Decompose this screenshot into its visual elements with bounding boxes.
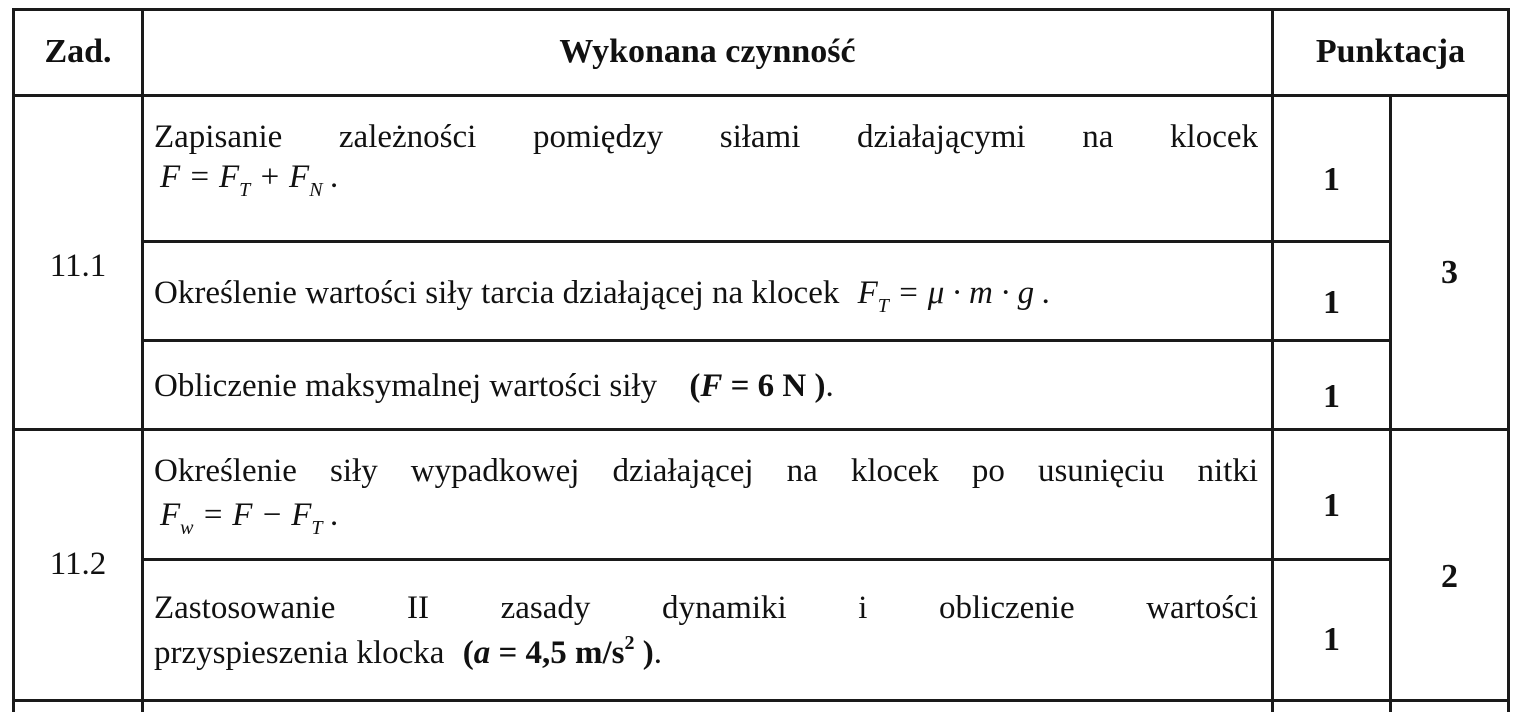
step-formula: $F_T = \mu \cdot m \cdot g$ . bbox=[857, 275, 1051, 317]
step-description bbox=[154, 452, 1258, 540]
step-points: 1 bbox=[1323, 487, 1340, 524]
step-points: 1 bbox=[1323, 161, 1340, 198]
row-divider bbox=[142, 339, 1390, 342]
header-activity: Wykonana czynność bbox=[559, 33, 856, 71]
column-divider bbox=[1271, 8, 1274, 712]
task-number: 11.2 bbox=[49, 546, 107, 582]
column-divider bbox=[141, 8, 144, 712]
step-description bbox=[154, 118, 1258, 202]
header-task: Zad. bbox=[44, 33, 112, 71]
formula-text: $F_w = F - F_T$ . bbox=[160, 497, 340, 539]
header-divider bbox=[12, 94, 1510, 97]
step-text: Określenie wartości siły tarcia działającej na klocek bbox=[154, 275, 840, 311]
task-total-points: 3 bbox=[1441, 254, 1458, 291]
row-divider bbox=[142, 240, 1390, 243]
step-text: Zapisanie zależności pomiędzy siłami działającymi na klocek bbox=[154, 119, 1258, 155]
formula-text: $F = F_T + F_N$ . bbox=[160, 159, 340, 201]
step-description bbox=[154, 367, 1258, 407]
step-points: 1 bbox=[1323, 621, 1340, 658]
step-points: 1 bbox=[1323, 378, 1340, 415]
step-description bbox=[154, 589, 1258, 674]
step-points: 1 bbox=[1323, 284, 1340, 321]
step-result: (a = 4,5 $m/s^2$ ). bbox=[462, 632, 663, 671]
header-score: Punktacja bbox=[1315, 33, 1466, 71]
task-total-points: 2 bbox=[1441, 558, 1458, 595]
step-text: Obliczenie maksymalnej wartości siły bbox=[154, 368, 658, 404]
step-description bbox=[154, 274, 1258, 318]
step-result: (F = 6 N ). bbox=[689, 368, 834, 404]
task-number: 11.1 bbox=[49, 248, 107, 284]
table-border-right bbox=[1507, 8, 1510, 712]
step-text-line2: przyspieszenia klocka (a = 4,5 $m/s^2$ ). bbox=[154, 632, 663, 671]
step-text: Zastosowanie II zasady dynamiki i obliczenie wartości bbox=[154, 590, 1258, 626]
row-divider bbox=[142, 558, 1390, 561]
section-divider bbox=[12, 428, 1510, 431]
step-text: Określenie siły wypadkowej działającej na klocek po usunięciu nitki bbox=[154, 453, 1258, 489]
section-divider bbox=[12, 699, 1510, 702]
